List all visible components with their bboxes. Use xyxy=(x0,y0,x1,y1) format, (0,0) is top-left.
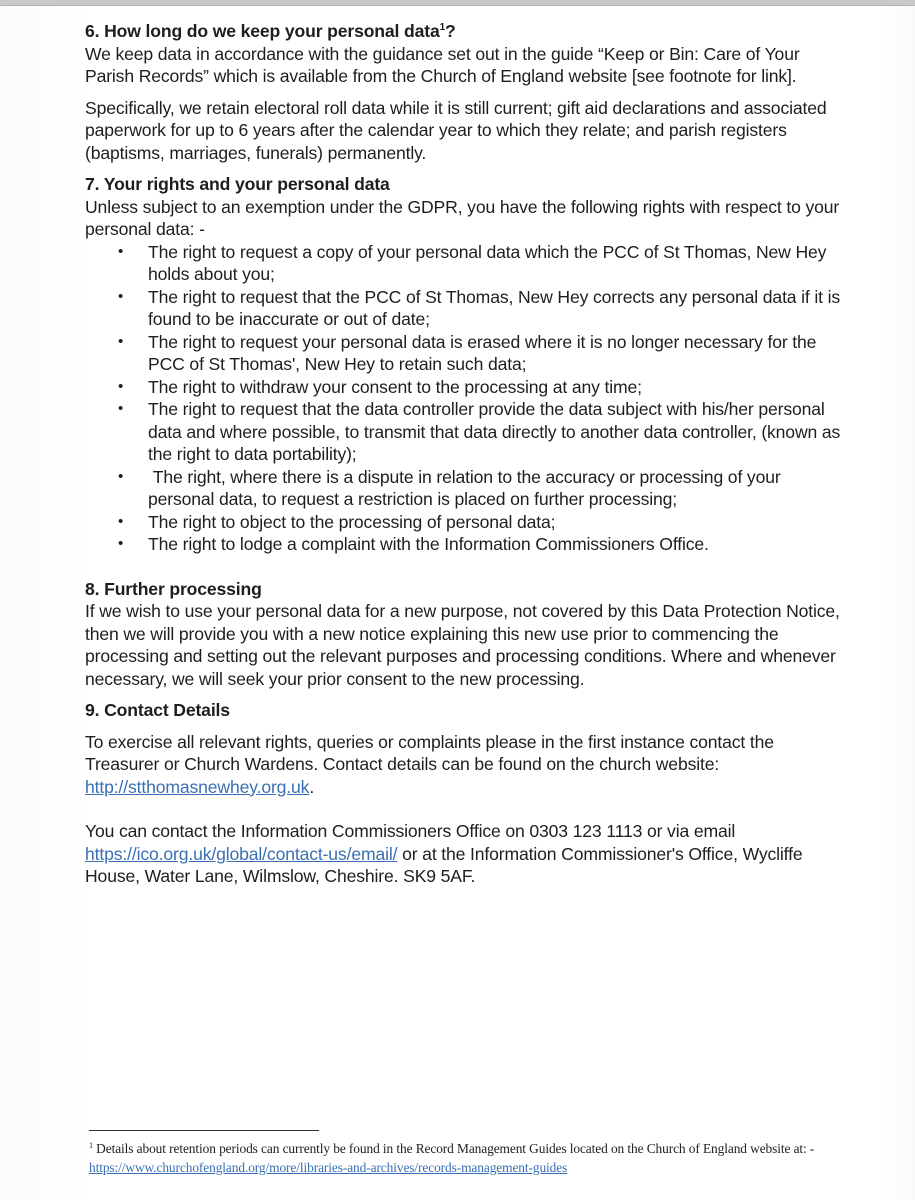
footnote-separator xyxy=(89,1130,319,1131)
list-item-text: The right to request that the data controller provide the data subject with his/her personal data and where possible, to transmit that data directly to another data controller, (known as the right to data portability); xyxy=(148,399,841,464)
ico-address-text: or at the Information Commissioner's Office, Wycliffe House, Water Lane, Wilmslow, Cheshire. SK9 5AF. xyxy=(85,843,803,886)
list-item-text: The right to request your personal data is erased where it is no longer necessary for the PCC of St Thomas', New Hey to retain such data; xyxy=(148,331,817,374)
section-8-paragraph: If we wish to use your personal data for a new purpose, not covered by this Data Protection Notice, then we will provide you with a new notice explaining this new use prior to commencing the processing and setting out the relevant purposes and processing conditions. Where and whenever necessary, we will seek your prior consent to the new processing. xyxy=(85,601,840,689)
footnote-link[interactable]: https://www.churchofengland.org/more/libraries-and-archives/records-management-guides xyxy=(89,1160,568,1175)
footnote xyxy=(89,1139,849,1177)
footnote-ref[interactable]: 1 xyxy=(439,22,446,33)
list-item-text: The right to withdraw your consent to the processing at any time; xyxy=(148,376,642,397)
ico-contact-text: You can contact the Information Commissioners Office on 0303 123 1113 or via email xyxy=(85,821,736,841)
list-item xyxy=(85,466,845,511)
footnote-text: Details about retention periods can currently be found in the Record Management Guides located on the Church of England website at: - xyxy=(92,1141,815,1156)
section-7-intro: Unless subject to an exemption under the GDPR, you have the following rights with respect to your personal data: - xyxy=(85,196,840,239)
bullet-icon: • xyxy=(118,332,124,350)
footnote-marker: 1 xyxy=(89,1141,93,1150)
contact-text: To exercise all relevant rights, queries or complaints please in the first instance contact the Treasurer or Church Wardens. Contact details can be found on the church website: xyxy=(85,731,774,774)
section-9-heading: 9. Contact Details xyxy=(85,700,230,720)
list-item-text: The right to request a copy of your personal data which the PCC of St Thomas, New Hey holds about you; xyxy=(148,241,827,284)
document-page xyxy=(0,6,915,1200)
bullet-icon: • xyxy=(118,400,124,417)
bullet-icon: • xyxy=(118,287,124,305)
list-item xyxy=(85,511,845,534)
list-item-text: The right, where there is a dispute in relation to the accuracy or processing of your personal data, to request a restriction is placed on further processing; xyxy=(148,466,786,509)
list-item-text: The right to object to the processing of personal data; xyxy=(148,511,556,532)
list-item xyxy=(85,286,845,331)
bullet-icon: • xyxy=(118,512,124,530)
list-item-text: The right to lodge a complaint with the Information Commissioners Office. xyxy=(148,534,709,554)
section-7 xyxy=(85,173,845,556)
section-9-paragraph-1 xyxy=(85,731,845,799)
section-8-heading: 8. Further processing xyxy=(85,578,262,599)
list-item xyxy=(85,376,845,399)
section-7-heading: 7. Your rights and your personal data xyxy=(85,174,390,194)
list-item xyxy=(85,241,845,286)
section-9 xyxy=(85,699,845,888)
section-9-paragraph-2 xyxy=(85,820,845,888)
heading-suffix: ? xyxy=(445,21,456,41)
period: . xyxy=(309,776,315,797)
section-6-heading xyxy=(85,20,845,43)
bullet-icon: • xyxy=(118,242,124,260)
document-body xyxy=(85,20,845,888)
section-6-heading-text: 6. How long do we keep your personal data xyxy=(85,21,440,41)
section-6-paragraph-2: Specifically, we retain electoral roll data while it is still current; gift aid declarations and associated paperwork for up to 6 years after the calendar year to which they relate; and parish registers (baptisms, marriages, funerals) permanently. xyxy=(85,97,827,163)
bullet-icon: • xyxy=(118,535,124,552)
church-website-link[interactable]: http://stthomasnewhey.org.uk xyxy=(85,776,310,797)
list-item xyxy=(85,398,845,466)
section-6 xyxy=(85,20,845,164)
section-8 xyxy=(85,578,845,691)
bullet-icon: • xyxy=(118,377,124,395)
bullet-icon: • xyxy=(118,467,124,485)
list-item xyxy=(85,331,845,376)
ico-email-link[interactable]: https://ico.org.uk/global/contact-us/email/ xyxy=(85,843,398,864)
section-6-paragraph-1: We keep data in accordance with the guidance set out in the guide “Keep or Bin: Care of Your Parish Records” which is available from the Church of England website [see footnote for link]. xyxy=(85,43,800,86)
list-item-text: The right to request that the PCC of St Thomas, New Hey corrects any personal data if it is found to be inaccurate or out of date; xyxy=(148,286,841,329)
rights-list xyxy=(85,241,845,556)
list-item xyxy=(85,533,845,556)
